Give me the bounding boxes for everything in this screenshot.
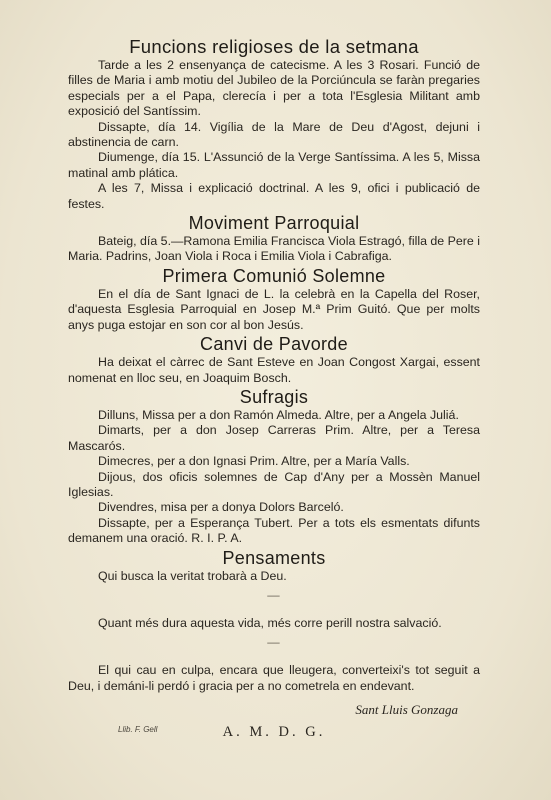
spacer [68, 606, 480, 616]
moviment-paragraph: Bateig, día 5.—Ramona Emilia Francisca Viola Estragó, filla de Pere i Maria. Padrins, Joan Viola i Roca i Emilia Viola i Cabrafiga. [68, 234, 480, 264]
signature: Sant Lluis Gonzaga [355, 702, 458, 718]
thought-separator: — [267, 587, 281, 602]
funcions-paragraph: Tarde a les 2 ensenyança de catecisme. A les 3 Rosari. Funció de filles de Maria i amb motiu del Jubileo de la Porciúncula se faràn pregaries especials per a el Papa, clerecía i per a tota l'Esglesia Militant amb exposició del Santíssim. [68, 58, 480, 119]
section-title-pensaments: Pensaments [222, 547, 326, 568]
section-title-moviment: Moviment Parroquial [188, 213, 360, 234]
sufragis-paragraph: Dissapte, per a Esperança Tubert. Per a tots els esmentats difunts demanem una oració. R. I. P. A. [68, 515, 480, 546]
thought-item: Quant més dura aquesta vida, més corre perill nostra salvació. [98, 615, 442, 630]
section-title-funcions: Funcions religioses de la setmana [129, 36, 419, 57]
sufragis-paragraph: Dilluns, Missa per a don Ramón Almeda. Altre, per a Angela Juliá. [98, 407, 459, 422]
section-title-pavorde: Canvi de Pavorde [200, 334, 348, 355]
thought-item: El qui cau en culpa, encara que lleugera, converteixi's tot seguit a Deu, i demáni-li perdó i gracia per a no cometrela en endevant. [68, 663, 480, 693]
funcions-paragraph: A les 7, Missa i explicació doctrinal. A les 9, ofici i publicació de festes. [68, 181, 480, 211]
section-title-comunio: Primera Comunió Solemne [162, 265, 386, 286]
printer-imprint: Llib. F. Gell [118, 725, 158, 734]
sufragis-paragraph: Dijous, dos oficis solemnes de Cap d'Any per a Mossèn Manuel Iglesias. [68, 469, 480, 499]
sufragis-paragraph: Dimarts, per a don Josep Carreras Prim. Altre, per a Teresa Mascarós. [68, 423, 480, 453]
sufragis-paragraph: Divendres, misa per a donya Dolors Barceló. [98, 500, 344, 515]
funcions-paragraph: Diumenge, día 15. L'Assunció de la Verge Santíssima. A les 5, Missa matinal amb plática. [68, 150, 480, 180]
closing-amdg: A. M. D. G. [222, 723, 326, 740]
section-title-sufragis: Sufragis [239, 386, 309, 407]
spacer [68, 653, 480, 663]
funcions-paragraph: Dissapte, día 14. Vigília de la Mare de Deu d'Agost, dejuni i abstinencia de carn. [68, 119, 480, 150]
thought-item: Qui busca la veritat trobarà a Deu. [98, 568, 287, 583]
sufragis-paragraph: Dimecres, per a don Ignasi Prim. Altre, per a María Valls. [98, 454, 410, 469]
pavorde-paragraph: Ha deixat el càrrec de Sant Esteve en Joan Congost Xargai, essent nomenat en lloc seu, en Joaquim Bosch. [68, 355, 480, 385]
thought-separator: — [267, 635, 281, 650]
comunio-paragraph: En el día de Sant Ignaci de L. la celebrà en la Capella del Roser, d'aquesta Esglesia Parroquial en Josep M.ª Prim Guitó. Que per molts anys puga estojar en son cor al bon Jesús. [68, 286, 480, 332]
bulletin-content [68, 36, 480, 740]
